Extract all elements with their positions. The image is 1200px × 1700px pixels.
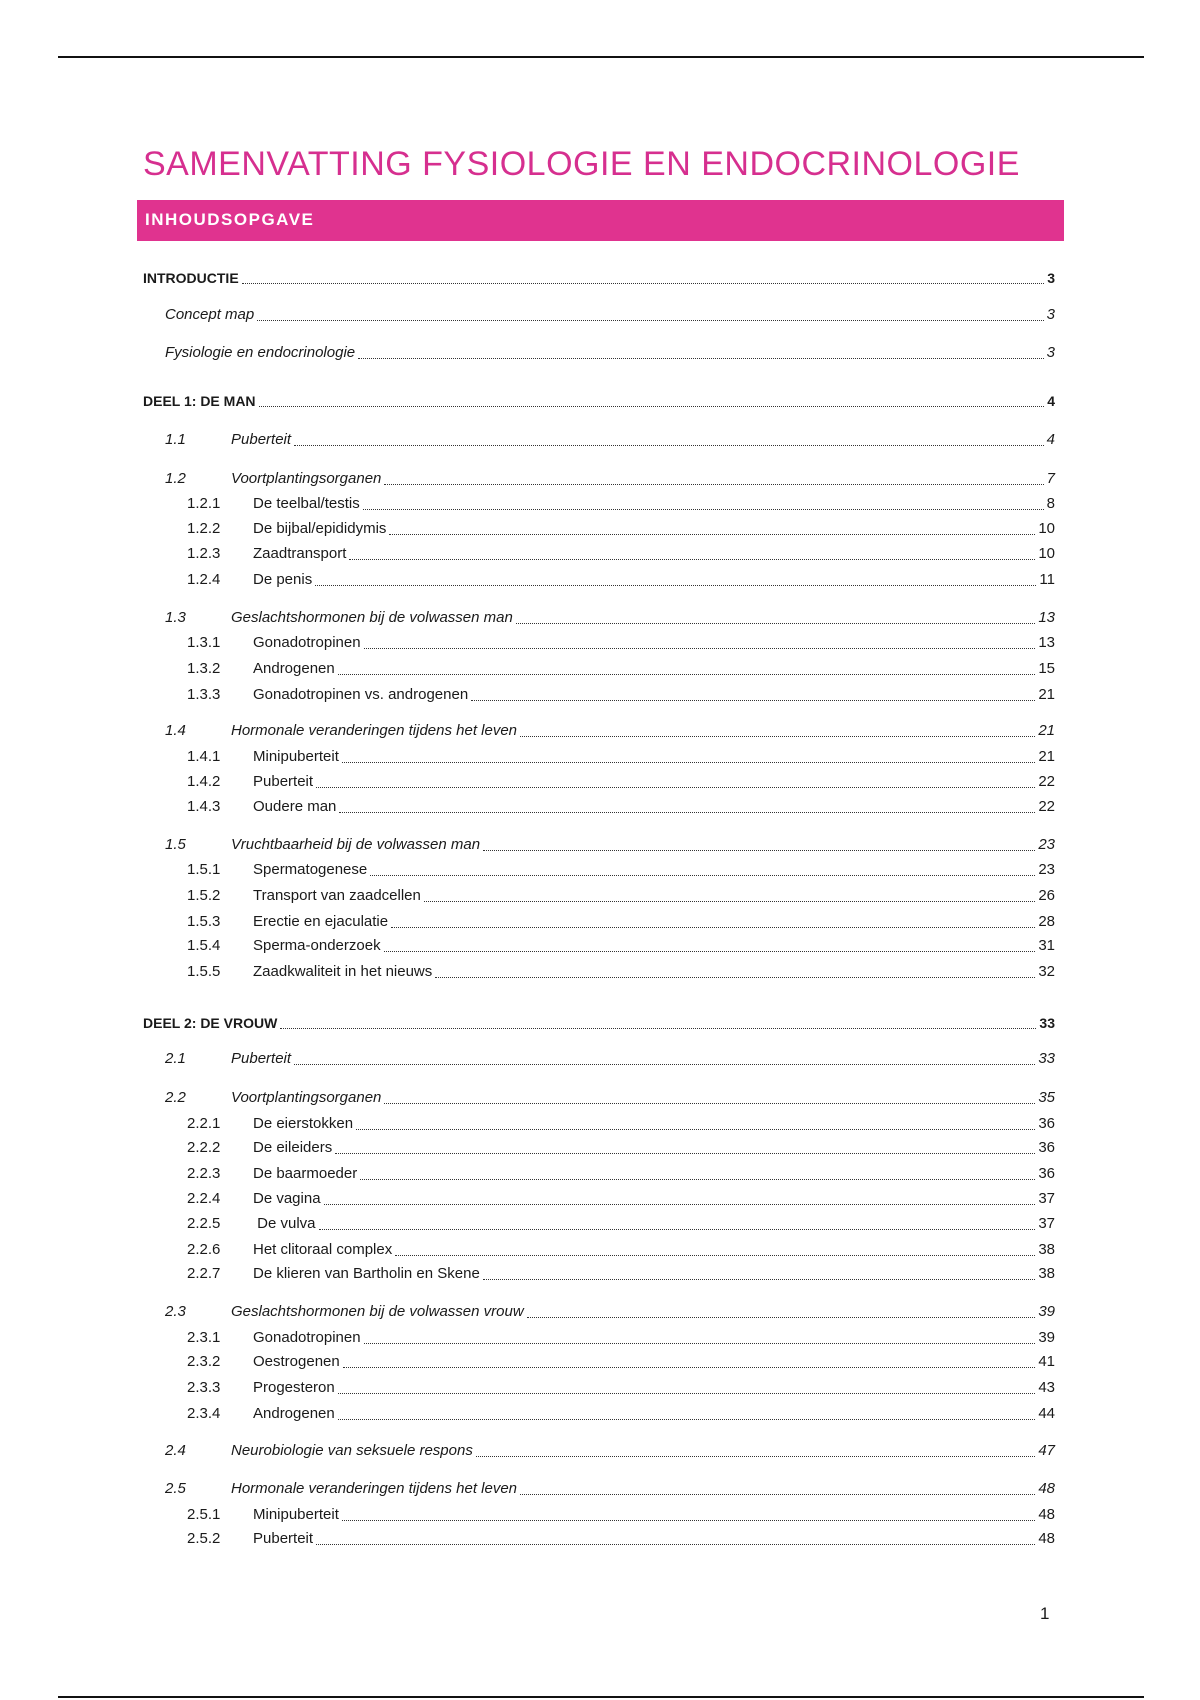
toc-entry[interactable] bbox=[187, 886, 1055, 906]
toc-entry-title: Voortplantingsorganen bbox=[231, 470, 382, 487]
toc-entry-title: Minipuberteit bbox=[253, 1506, 339, 1523]
toc-entry-page: 28 bbox=[1038, 913, 1055, 930]
toc-entry[interactable] bbox=[165, 343, 1055, 363]
toc-entry-title: Androgenen bbox=[253, 1405, 335, 1422]
toc-entry-number: 1.2.1 bbox=[187, 495, 221, 512]
toc-entry-title: Progesteron bbox=[253, 1379, 335, 1396]
toc-leader-dots bbox=[339, 812, 1035, 813]
toc-entry-page: 4 bbox=[1046, 431, 1055, 448]
toc-entry[interactable] bbox=[187, 936, 1055, 956]
toc-entry-number: 2.1 bbox=[165, 1050, 186, 1067]
toc-leader-dots bbox=[315, 585, 1036, 586]
toc-leader-dots bbox=[338, 674, 1036, 675]
toc-entry-title: Puberteit bbox=[253, 773, 314, 790]
toc-entry[interactable] bbox=[187, 797, 1055, 817]
toc-entry-number: 2.2.6 bbox=[187, 1241, 221, 1258]
toc-entry-page: 23 bbox=[1038, 861, 1055, 878]
toc-leader-dots bbox=[435, 977, 1035, 978]
toc-leader-dots bbox=[370, 875, 1035, 876]
toc-leader-dots bbox=[342, 762, 1035, 763]
toc-entry[interactable] bbox=[165, 1088, 1055, 1108]
toc-entry-page: 21 bbox=[1038, 686, 1055, 703]
toc-entry[interactable] bbox=[187, 659, 1055, 679]
toc-entry-title: Puberteit bbox=[231, 431, 292, 448]
toc-leader-dots bbox=[324, 1204, 1036, 1205]
toc-leader-dots bbox=[527, 1317, 1036, 1318]
toc-entry[interactable] bbox=[187, 1189, 1055, 1209]
toc-entry-number: 2.3.3 bbox=[187, 1379, 221, 1396]
toc-entry-page: 10 bbox=[1038, 520, 1055, 537]
toc-entry-number: 2.5.2 bbox=[187, 1530, 221, 1547]
toc-entry-page: 22 bbox=[1038, 773, 1055, 790]
toc-entry[interactable] bbox=[187, 860, 1055, 880]
toc-entry[interactable] bbox=[165, 1302, 1055, 1322]
toc-entry-title: Geslachtshormonen bij de volwassen man bbox=[231, 609, 513, 626]
toc-entry[interactable] bbox=[187, 570, 1055, 590]
toc-entry[interactable] bbox=[165, 1049, 1055, 1069]
document-title: SAMENVATTING FYSIOLOGIE EN ENDOCRINOLOGIE bbox=[143, 145, 1020, 183]
toc-entry[interactable] bbox=[187, 544, 1055, 564]
toc-entry-page: 21 bbox=[1038, 722, 1055, 739]
toc-entry-number: 2.2.1 bbox=[187, 1115, 221, 1132]
toc-entry[interactable] bbox=[165, 1479, 1055, 1499]
toc-entry[interactable] bbox=[187, 1378, 1055, 1398]
toc-entry-number: 2.5 bbox=[165, 1480, 186, 1497]
toc-entry-number: 1.4.1 bbox=[187, 748, 221, 765]
toc-entry-page: 8 bbox=[1046, 495, 1055, 512]
toc-entry[interactable] bbox=[187, 1404, 1055, 1424]
toc-leader-dots bbox=[242, 283, 1045, 284]
toc-entry-title: De eierstokken bbox=[253, 1115, 354, 1132]
toc-leader-dots bbox=[356, 1129, 1035, 1130]
toc-entry-title: DEEL 1: DE MAN bbox=[143, 393, 256, 409]
toc-entry-page: 32 bbox=[1038, 963, 1055, 980]
toc-entry-number: 2.4 bbox=[165, 1442, 186, 1459]
toc-entry[interactable] bbox=[187, 519, 1055, 539]
toc-entry-page: 33 bbox=[1039, 1015, 1055, 1031]
toc-entry[interactable] bbox=[187, 1138, 1055, 1158]
toc-entry-number: 1.3.1 bbox=[187, 634, 221, 651]
toc-entry-page: 47 bbox=[1038, 1442, 1055, 1459]
toc-entry-number: 2.5.1 bbox=[187, 1506, 221, 1523]
toc-entry-number: 2.2.5 bbox=[187, 1215, 221, 1232]
toc-entry-number: 2.3.4 bbox=[187, 1405, 221, 1422]
toc-entry-number: 1.5.3 bbox=[187, 913, 221, 930]
toc-entry-page: 36 bbox=[1038, 1115, 1055, 1132]
toc-entry-title: Androgenen bbox=[253, 660, 335, 677]
toc-entry-number: 2.3.1 bbox=[187, 1329, 221, 1346]
toc-entry-number: 2.2.7 bbox=[187, 1265, 221, 1282]
toc-entry-number: 1.1 bbox=[165, 431, 186, 448]
toc-entry-page: 37 bbox=[1038, 1215, 1055, 1232]
toc-leader-dots bbox=[316, 787, 1035, 788]
toc-entry-page: 39 bbox=[1038, 1303, 1055, 1320]
toc-entry-title: INTRODUCTIE bbox=[143, 270, 239, 286]
toc-entry-title: De teelbal/testis bbox=[253, 495, 360, 512]
toc-leader-dots bbox=[349, 559, 1035, 560]
toc-entry-title: Fysiologie en endocrinologie bbox=[165, 344, 356, 361]
toc-entry-number: 2.3.2 bbox=[187, 1353, 221, 1370]
toc-entry[interactable] bbox=[187, 772, 1055, 792]
toc-entry-page: 41 bbox=[1038, 1353, 1055, 1370]
toc-entry[interactable] bbox=[187, 912, 1055, 932]
toc-entry-page: 48 bbox=[1038, 1480, 1055, 1497]
toc-entry-title: Transport van zaadcellen bbox=[253, 887, 421, 904]
toc-entry-title: De eileiders bbox=[253, 1139, 333, 1156]
toc-entry-page: 31 bbox=[1038, 937, 1055, 954]
header-rule bbox=[58, 56, 1144, 58]
toc-leader-dots bbox=[364, 1343, 1036, 1344]
toc-entry-number: 1.4.2 bbox=[187, 773, 221, 790]
toc-entry[interactable] bbox=[187, 1328, 1055, 1348]
toc-leader-dots bbox=[395, 1255, 1035, 1256]
toc-entry-number: 1.5.4 bbox=[187, 937, 221, 954]
toc-entry-title: DEEL 2: DE VROUW bbox=[143, 1015, 278, 1031]
toc-entry[interactable] bbox=[187, 1505, 1055, 1525]
toc-entry-page: 44 bbox=[1038, 1405, 1055, 1422]
toc-leader-dots bbox=[364, 648, 1036, 649]
toc-entry[interactable] bbox=[165, 305, 1055, 325]
toc-entry-number: 1.5.2 bbox=[187, 887, 221, 904]
toc-leader-dots bbox=[358, 358, 1044, 359]
toc-entry-number: 1.5 bbox=[165, 836, 186, 853]
toc-entry-title: De vagina bbox=[253, 1190, 321, 1207]
toc-entry-title: Oudere man bbox=[253, 798, 337, 815]
toc-leader-dots bbox=[294, 445, 1044, 446]
toc-entry-title: Oestrogenen bbox=[253, 1353, 340, 1370]
toc-entry-number: 2.2.3 bbox=[187, 1165, 221, 1182]
toc-entry[interactable] bbox=[187, 1264, 1055, 1284]
toc-entry[interactable] bbox=[165, 469, 1055, 489]
toc-leader-dots bbox=[338, 1419, 1036, 1420]
toc-entry-title: De bijbal/epididymis bbox=[253, 520, 387, 537]
toc-entry-page: 4 bbox=[1047, 393, 1055, 409]
toc-entry[interactable] bbox=[187, 633, 1055, 653]
toc-entry-number: 1.5.5 bbox=[187, 963, 221, 980]
toc-entry[interactable] bbox=[165, 1441, 1055, 1461]
toc-entry-title: Sperma-onderzoek bbox=[253, 937, 381, 954]
toc-entry-title: Voortplantingsorganen bbox=[231, 1089, 382, 1106]
toc-entry[interactable] bbox=[187, 1114, 1055, 1134]
toc-entry-page: 48 bbox=[1038, 1506, 1055, 1523]
toc-entry[interactable] bbox=[187, 1529, 1055, 1549]
toc-leader-dots bbox=[476, 1456, 1035, 1457]
toc-leader-dots bbox=[520, 736, 1035, 737]
toc-entry-page: 36 bbox=[1038, 1165, 1055, 1182]
toc-leader-dots bbox=[280, 1028, 1036, 1029]
toc-entry-title: Zaadkwaliteit in het nieuws bbox=[253, 963, 433, 980]
toc-leader-dots bbox=[483, 850, 1035, 851]
toc-entry-page: 23 bbox=[1038, 836, 1055, 853]
toc-leader-dots bbox=[294, 1064, 1035, 1065]
toc-entry[interactable] bbox=[187, 1214, 1055, 1234]
toc-entry-page: 37 bbox=[1038, 1190, 1055, 1207]
toc-entry-title: De penis bbox=[253, 571, 313, 588]
toc-entry-title: Erectie en ejaculatie bbox=[253, 913, 389, 930]
toc-entry-page: 43 bbox=[1038, 1379, 1055, 1396]
toc-entry-title: Hormonale veranderingen tijdens het leven bbox=[231, 722, 518, 739]
toc-entry-title: Gonadotropinen vs. androgenen bbox=[253, 686, 469, 703]
toc-entry-page: 3 bbox=[1047, 270, 1055, 286]
toc-leader-dots bbox=[360, 1179, 1035, 1180]
toc-leader-dots bbox=[342, 1520, 1035, 1521]
toc-entry-number: 1.2.3 bbox=[187, 545, 221, 562]
toc-leader-dots bbox=[384, 484, 1043, 485]
toc-entry-page: 48 bbox=[1038, 1530, 1055, 1547]
toc-heading: INHOUDSOPGAVE bbox=[137, 200, 1064, 241]
toc-entry[interactable] bbox=[165, 835, 1055, 855]
toc-leader-dots bbox=[316, 1544, 1035, 1545]
toc-entry-page: 21 bbox=[1038, 748, 1055, 765]
toc-entry-title: Het clitoraal complex bbox=[253, 1241, 393, 1258]
toc-leader-dots bbox=[483, 1279, 1036, 1280]
toc-entry-number: 1.3.2 bbox=[187, 660, 221, 677]
toc-entry-page: 22 bbox=[1038, 798, 1055, 815]
toc-entry-title: Concept map bbox=[165, 306, 255, 323]
toc-entry-title: Gonadotropinen bbox=[253, 1329, 361, 1346]
toc-entry-number: 2.2 bbox=[165, 1089, 186, 1106]
toc-leader-dots bbox=[384, 951, 1036, 952]
toc-entry-number: 1.4 bbox=[165, 722, 186, 739]
toc-entry-number: 1.2.2 bbox=[187, 520, 221, 537]
toc-entry[interactable] bbox=[143, 268, 1055, 288]
toc-entry-number: 1.2.4 bbox=[187, 571, 221, 588]
toc-leader-dots bbox=[520, 1494, 1035, 1495]
toc-entry-title: Minipuberteit bbox=[253, 748, 339, 765]
toc-entry-number: 1.2 bbox=[165, 470, 186, 487]
toc-entry[interactable] bbox=[187, 747, 1055, 767]
toc-entry-page: 38 bbox=[1038, 1265, 1055, 1282]
toc-entry[interactable] bbox=[187, 962, 1055, 982]
toc-leader-dots bbox=[424, 901, 1035, 902]
toc-leader-dots bbox=[257, 320, 1043, 321]
footer-rule bbox=[58, 1696, 1144, 1698]
toc-entry[interactable] bbox=[165, 608, 1055, 628]
toc-entry-page: 36 bbox=[1038, 1139, 1055, 1156]
toc-entry-title: Spermatogenese bbox=[253, 861, 368, 878]
toc-entry-title: De baarmoeder bbox=[253, 1165, 358, 1182]
toc-entry-number: 1.5.1 bbox=[187, 861, 221, 878]
toc-entry-page: 39 bbox=[1038, 1329, 1055, 1346]
toc-entry-title: Hormonale veranderingen tijdens het leven bbox=[231, 1480, 518, 1497]
toc-entry-title: Vruchtbaarheid bij de volwassen man bbox=[231, 836, 481, 853]
toc-entry-page: 10 bbox=[1038, 545, 1055, 562]
toc-entry-number: 2.3 bbox=[165, 1303, 186, 1320]
toc-entry-number: 2.2.4 bbox=[187, 1190, 221, 1207]
toc-entry-number: 2.2.2 bbox=[187, 1139, 221, 1156]
toc-entry[interactable] bbox=[143, 391, 1055, 411]
toc-entry-title: Neurobiologie van seksuele respons bbox=[231, 1442, 473, 1459]
toc-entry-title: Puberteit bbox=[231, 1050, 292, 1067]
toc-leader-dots bbox=[516, 623, 1035, 624]
toc-entry-title: Zaadtransport bbox=[253, 545, 347, 562]
toc-entry-page: 33 bbox=[1038, 1050, 1055, 1067]
toc-leader-dots bbox=[319, 1229, 1036, 1230]
toc-entry[interactable] bbox=[143, 1013, 1055, 1033]
toc-entry-page: 3 bbox=[1046, 306, 1055, 323]
toc-entry-title: Geslachtshormonen bij de volwassen vrouw bbox=[231, 1303, 524, 1320]
toc-entry[interactable] bbox=[187, 685, 1055, 705]
toc-entry-page: 26 bbox=[1038, 887, 1055, 904]
toc-entry[interactable] bbox=[187, 1352, 1055, 1372]
toc-entry-page: 13 bbox=[1038, 609, 1055, 626]
toc-leader-dots bbox=[259, 406, 1045, 407]
toc-entry-title: Gonadotropinen bbox=[253, 634, 361, 651]
toc-entry-page: 35 bbox=[1038, 1089, 1055, 1106]
toc-entry[interactable] bbox=[165, 721, 1055, 741]
toc-entry-page: 13 bbox=[1038, 634, 1055, 651]
toc-leader-dots bbox=[471, 700, 1035, 701]
toc-leader-dots bbox=[391, 927, 1035, 928]
toc-entry-number: 1.3.3 bbox=[187, 686, 221, 703]
toc-entry-number: 1.4.3 bbox=[187, 798, 221, 815]
toc-entry[interactable] bbox=[165, 430, 1055, 450]
toc-leader-dots bbox=[338, 1393, 1036, 1394]
toc-entry-title: Puberteit bbox=[253, 1530, 314, 1547]
toc-leader-dots bbox=[335, 1153, 1035, 1154]
page-number: 1 bbox=[1040, 1604, 1050, 1623]
toc-entry[interactable] bbox=[187, 1164, 1055, 1184]
toc-leader-dots bbox=[389, 534, 1035, 535]
toc-entry-title: De klieren van Bartholin en Skene bbox=[253, 1265, 480, 1282]
toc-entry-page: 7 bbox=[1046, 470, 1055, 487]
toc-entry-number: 1.3 bbox=[165, 609, 186, 626]
toc-entry-title: De vulva bbox=[253, 1215, 316, 1232]
toc-entry[interactable] bbox=[187, 494, 1055, 514]
toc-leader-dots bbox=[343, 1367, 1036, 1368]
toc-leader-dots bbox=[384, 1103, 1035, 1104]
toc-entry[interactable] bbox=[187, 1240, 1055, 1260]
toc-entry-page: 11 bbox=[1039, 571, 1055, 588]
toc-entry-page: 15 bbox=[1038, 660, 1055, 677]
toc-leader-dots bbox=[363, 509, 1044, 510]
toc-entry-page: 38 bbox=[1038, 1241, 1055, 1258]
toc-entry-page: 3 bbox=[1046, 344, 1055, 361]
